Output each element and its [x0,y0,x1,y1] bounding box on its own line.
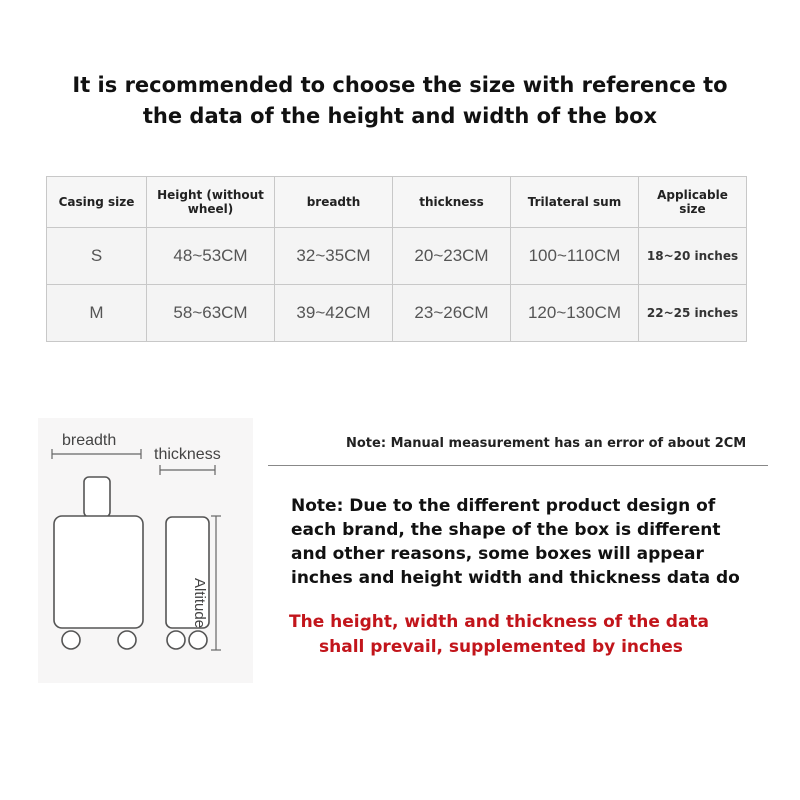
altitude-dimension-line [211,516,221,650]
note-divider [268,465,768,466]
header-casing-size: Casing size [47,177,147,228]
thickness-label: thickness [154,446,221,463]
title-line-2: the data of the height and width of the box [142,104,658,128]
header-applicable-size: Applicable size [639,177,747,228]
prevail-note-line: shall prevail, supplemented by inches [319,637,683,657]
cell-trilateral-sum: 100~110CM [511,228,639,285]
cell-breadth: 39~42CM [275,285,393,342]
cell-trilateral-sum: 120~130CM [511,285,639,342]
header-height: Height (without wheel) [147,177,275,228]
design-note-line: and other reasons, some boxes will appear [291,544,704,564]
cell-thickness: 20~23CM [393,228,511,285]
cell-height: 58~63CM [147,285,275,342]
cell-size: M [47,285,147,342]
design-note-line: each brand, the shape of the box is different [291,520,721,540]
cell-applicable-size: 22~25 inches [639,285,747,342]
cell-thickness: 23~26CM [393,285,511,342]
cell-applicable-size: 18~20 inches [639,228,747,285]
design-note-line: Note: Due to the different product design of [291,496,716,516]
header-trilateral-sum: Trilateral sum [511,177,639,228]
prevail-note-line: The height, width and thickness of the data [289,612,710,632]
breadth-dimension-line [52,449,141,459]
suitcase-front-icon [54,477,143,649]
cell-breadth: 32~35CM [275,228,393,285]
header-breadth: breadth [275,177,393,228]
design-note [291,494,761,590]
design-note-line: inches and height width and thickness data do [291,568,740,588]
cell-size: S [47,228,147,285]
cell-height: 48~53CM [147,228,275,285]
header-thickness: thickness [393,177,511,228]
altitude-label: Altitude [191,578,208,629]
prevail-note [289,610,759,660]
measurement-note: Note: Manual measurement has an error of about 2CM [346,436,747,451]
thickness-dimension-line [160,465,215,475]
title-line-1: It is recommended to choose the size with reference to [72,73,728,97]
breadth-label: breadth [62,432,117,449]
